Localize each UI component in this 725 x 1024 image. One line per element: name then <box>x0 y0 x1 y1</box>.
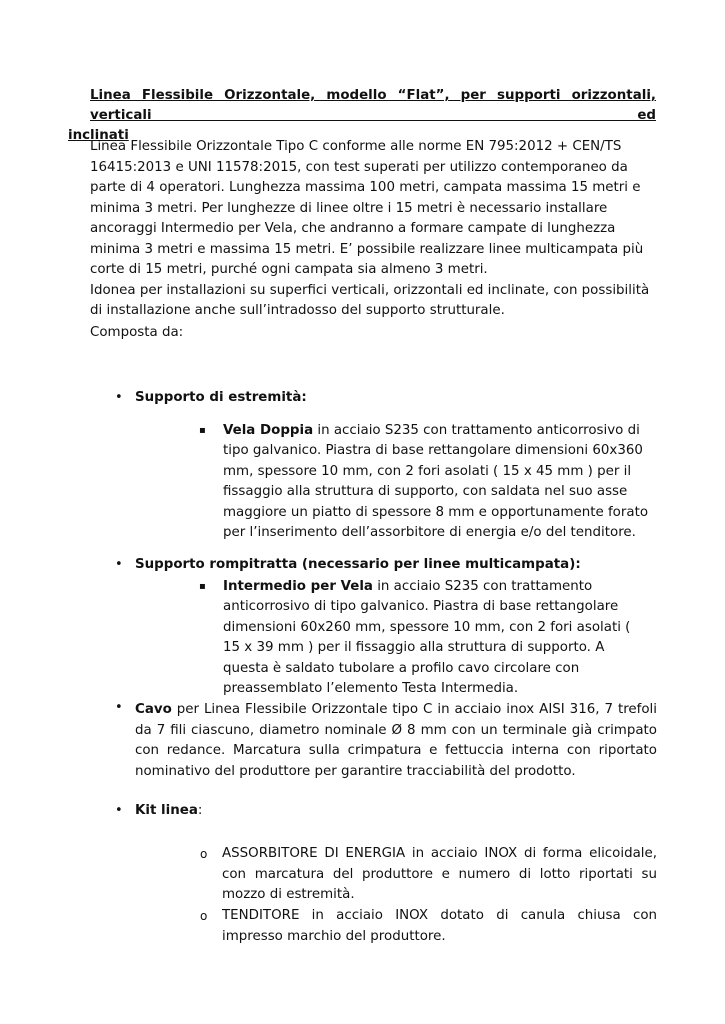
section-title-suffix: : <box>197 803 203 818</box>
kit-item-text: TENDITORE in acciaio INOX dotato di canula chiusa con impresso marchio del produttore. <box>222 908 657 944</box>
section-title: Cavo <box>135 702 172 717</box>
item-text: in acciaio S235 con trattamento anticorrosivo di tipo galvanico. Piastra di base rettangolare dimensioni 60x360 mm, spessore 10 mm, con 2 fori asolati ( 15 x 45 mm ) per il fissaggio alla struttura di supporto, con saldata nel suo asse maggiore un piatto di spessore 8 mm e opportunamente forato per l’inserimento dell’assorbitore di energia e/o del tenditore. <box>223 423 649 541</box>
item-name: Vela Doppia <box>223 423 314 438</box>
composta-label: Composta da: <box>90 325 184 340</box>
item-text: in acciaio S235 con trattamento anticorrosivo di tipo galvanico. Piastra di base rettangolare dimensioni 60x260 mm, spessore 10 mm, con 2 fori asolati ( 15 x 39 mm ) per il fissaggio alla struttura di supporto. A questa è saldato tubolare a profilo cavo circolare con preassemblato l’elemento Testa Intermedia. <box>223 579 631 697</box>
bullet-icon: • <box>115 803 123 818</box>
section-title: Supporto rompitratta (necessario per linee multicampata): <box>135 557 581 572</box>
bullet-icon: • <box>115 390 123 405</box>
square-bullet-icon: ▪ <box>199 425 206 436</box>
kit-item-text: ASSORBITORE DI ENERGIA in acciaio INOX di forma elicoidale, con marcatura del produttore e numero di lotto riportati su mozzo di estremità. <box>222 846 657 902</box>
kit-item-tenditore <box>200 906 657 947</box>
section-title: Supporto di estremità: <box>135 390 307 405</box>
square-bullet-icon: ▪ <box>199 581 206 592</box>
section-title: Kit linea <box>135 803 198 818</box>
circle-bullet-icon: o <box>200 847 208 861</box>
heading-line-1: Linea Flessibile Orizzontale, modello “Flat”, per supporti orizzontali, verticali ed <box>90 88 656 123</box>
intro-paragraph-1: Linea Flessibile Orizzontale Tipo C conforme alle norme EN 795:2012 + CEN/TS 16415:2013 e UNI 11578:2015, con test superati per utilizzo contemporaneo da parte di 4 operatori. Lunghezza massima 100 metri, campata massima 15 metri e minima 3 metri. Per lunghezze di linee oltre i 15 metri è necessario installare ancoraggi Intermedio per Vela, che andranno a formare campate di lunghezza minima 3 metri e massima 15 metri. E’ possibile realizzare linee multicampata più corte di 15 metri, purché ogni campata sia almeno 3 metri. <box>90 139 644 277</box>
circle-bullet-icon: o <box>200 909 208 923</box>
bullet-icon: • <box>115 700 123 715</box>
item-name: Intermedio per Vela <box>223 579 373 594</box>
section-title-wrap <box>135 803 202 818</box>
kit-item-assorbitore <box>200 844 657 906</box>
intro-paragraph-2: Idonea per installazioni su superfici verticali, orizzontali ed inclinate, con possibilità di installazione anche sull’intradosso del supporto strutturale. <box>90 282 650 318</box>
vela-doppia-item <box>199 421 653 543</box>
section-cavo <box>135 700 657 782</box>
intermedio-per-vela-item <box>199 577 643 699</box>
bullet-icon: • <box>115 557 123 572</box>
heading-line-2: inclinati <box>68 128 129 143</box>
cavo-text: per Linea Flessibile Orizzontale tipo C in acciaio inox AISI 316, 7 trefoli da 7 fili ciascuno, diametro nominale Ø 8 mm con un terminale già crimpato con redance. Marcatura sulla crimpatura e fettuccia interna con riportato nominativo del produttore per garantire tracciabilità del prodotto. <box>135 702 657 779</box>
intro-text <box>90 137 660 322</box>
